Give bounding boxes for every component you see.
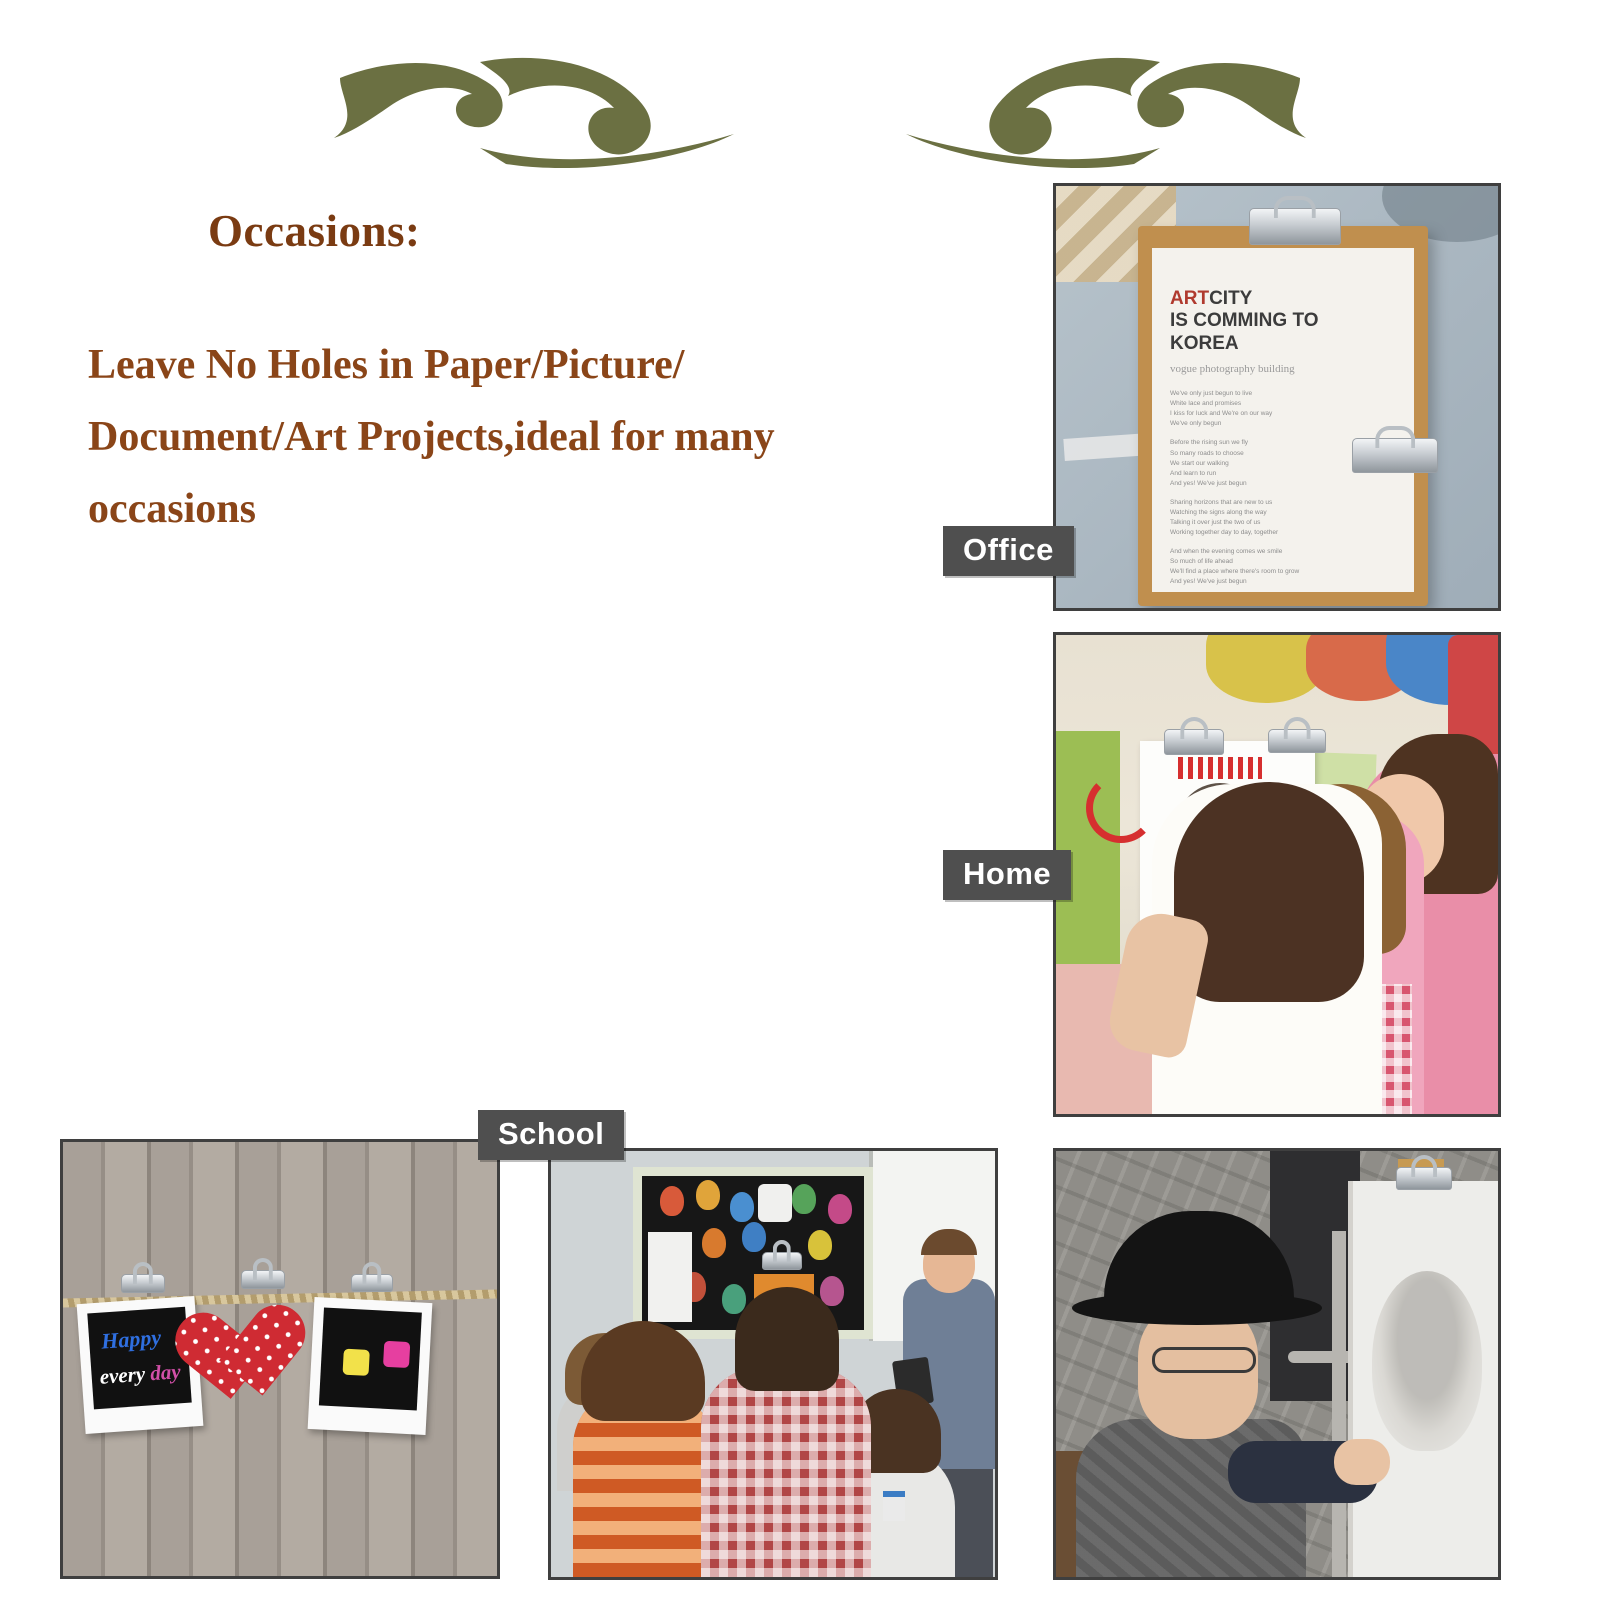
verse-line: And when the evening comes we smile [1170,548,1283,556]
binder-clip-icon [1352,438,1438,492]
verse-line: We've only just begun to live [1170,390,1253,398]
binder-clip-icon [1268,729,1326,767]
verse-line: And learn to run [1170,469,1217,477]
polaroid-text-everyday: every day [98,1359,182,1389]
clip-arm [1180,717,1208,739]
verse-line: And yes! We've just begun [1170,578,1247,586]
poster-title: ARTCITY IS COMMING TO KOREA [1170,288,1319,354]
office-photo [1053,183,1501,611]
clip-arm [1284,717,1311,739]
clothesline-photo [60,1139,500,1579]
verse-line: We start our walking [1170,459,1229,467]
body-line-3: occasions [88,486,256,533]
clipboard [1138,226,1428,606]
poster-paper [1152,248,1414,592]
cork-white-note [758,1184,792,1222]
clip-arm [1274,196,1316,218]
verse-line: Sharing horizons that are new to us [1170,498,1273,506]
polaroid-text-happy: Happy [100,1324,162,1354]
polaroid-photo [308,1297,433,1435]
artist-hand [1334,1439,1390,1485]
easel-post [1332,1231,1346,1577]
binder-clip-icon [762,1252,802,1280]
verse-line: Working together day to day, together [1170,528,1279,536]
verse-line: Watching the signs along the way [1170,508,1267,516]
puzzle-piece-icon [343,1349,370,1376]
artist-photo [1053,1148,1501,1580]
home-photo [1053,632,1501,1117]
binder-clip-icon [241,1270,285,1300]
glasses-icon [1152,1347,1256,1373]
clip-arm [1375,426,1415,448]
body-line-1: Leave No Holes in Paper/Picture/ [88,342,685,388]
student-figure [701,1367,871,1577]
binder-clip-icon [351,1274,393,1302]
child-hair [1174,782,1364,1002]
clip-arm [253,1258,273,1280]
verse-line: I kiss for luck and We're on our way [1170,410,1273,418]
polaroid-image [87,1307,191,1410]
polka-dot-heart [198,1305,316,1420]
binder-clip-icon [1164,729,1224,769]
clip-arm [1411,1155,1437,1177]
occasions-text-block [88,205,1018,546]
decorative-flourish-icon [330,48,1310,168]
hat-brim [1072,1291,1322,1325]
polaroid-image [319,1308,422,1411]
red-crayon-line [1086,773,1156,843]
clip-arm [773,1240,791,1262]
label-school: School [478,1110,624,1160]
student-badge [883,1491,905,1521]
verse-line: And yes! We've just begun [1170,479,1247,487]
verse-line: So many roads to choose [1170,449,1244,457]
verse-line: Talking it over just the two of us [1170,518,1261,526]
verse-line: White lace and promises [1170,400,1242,408]
clip-arm [133,1262,153,1284]
verse-line: So much of life ahead [1170,558,1233,566]
classroom-photo [548,1148,998,1580]
binder-clip-icon [1396,1167,1452,1203]
body-line-2: Document/Art Projects,ideal for many [88,414,775,461]
label-home: Home [943,850,1071,900]
poster-subtitle: vogue photography building [1170,363,1295,376]
label-office: Office [943,526,1074,576]
verse-line: Before the rising sun we fly [1170,439,1249,447]
clip-arm [362,1262,381,1284]
cork-paper [648,1232,692,1322]
sketch-canvas [1348,1181,1498,1577]
page-title: Occasions: [208,206,421,256]
portrait-sketch [1372,1271,1482,1451]
student-figure [573,1387,713,1577]
puzzle-piece-icon [383,1341,410,1368]
polaroid-photo [77,1296,204,1434]
binder-clip-icon [121,1274,165,1304]
verse-line: We'll find a place where there's room to grow [1170,568,1300,576]
verse-line: We've only begun [1170,420,1222,428]
binder-clip-icon [1249,208,1341,266]
